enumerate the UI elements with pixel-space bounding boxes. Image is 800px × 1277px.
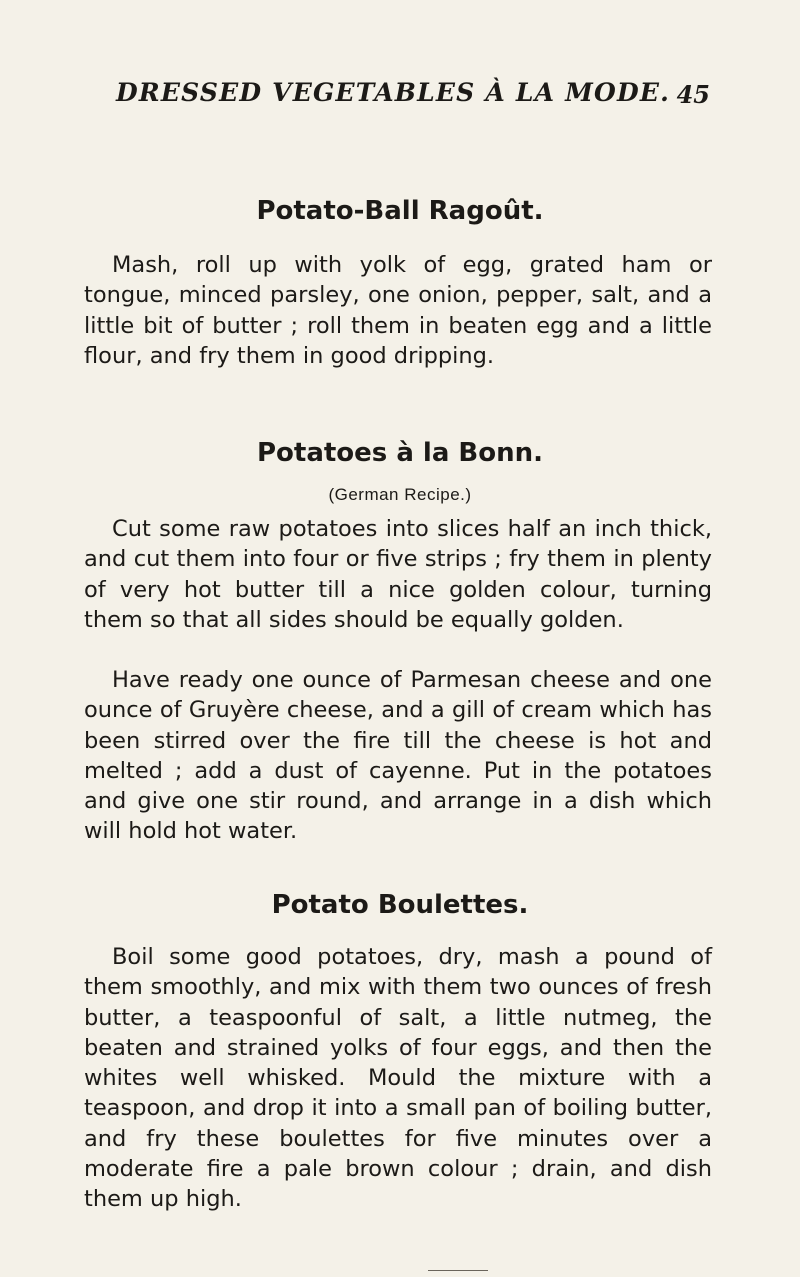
running-title: DRESSED VEGETABLES À LA MODE. <box>116 78 670 107</box>
recipe-title-potatoes-a-la-bonn: Potatoes à la Bonn. <box>256 438 544 468</box>
recipe-paragraph: Have ready one ounce of Parmesan cheese and one ounce of Gruyère cheese, and a gill of cream which has been stirred over the fire till the cheese is hot and melted ; add a dust of cayenne. Put in the potatoes and give one stir round, and arrange in a dish which will hold hot water. <box>84 667 712 845</box>
running-head <box>84 78 724 118</box>
recipe-title-potato-ball-ragout: Potato-Ball Ragoût. <box>256 196 544 226</box>
recipe-paragraph: Boil some good potatoes, dry, mash a pound of them smoothly, and mix with them two ounces of fresh butter, a teaspoonful of salt, a little nutmeg, the beaten and strained yolks of four eggs, and then the whites well whisked. Mould the mixture with a teaspoon, and drop it into a small pan of boiling butter, and fry these boulettes for five minutes over a moderate fire a pale brown colour ; drain, and dish them up high. <box>84 944 712 1213</box>
recipe-subtitle: (German Recipe.) <box>328 485 472 504</box>
recipe-paragraph: Cut some raw potatoes into slices half an inch thick, and cut them into four or five strips ; fry them in plenty of very hot butter till a nice golden colour, turning them so that all sides should be equally golden. <box>84 516 712 633</box>
recipe-paragraph: Mash, roll up with yolk of egg, grated ham or tongue, minced parsley, one onion, pepper, salt, and a little bit of butter ; roll them in beaten egg and a little flour, and fry them in good dripping. <box>84 252 712 369</box>
page-number: 45 <box>676 80 710 109</box>
bottom-rule <box>428 1270 488 1271</box>
recipe-title-potato-boulettes: Potato Boulettes. <box>271 890 529 920</box>
